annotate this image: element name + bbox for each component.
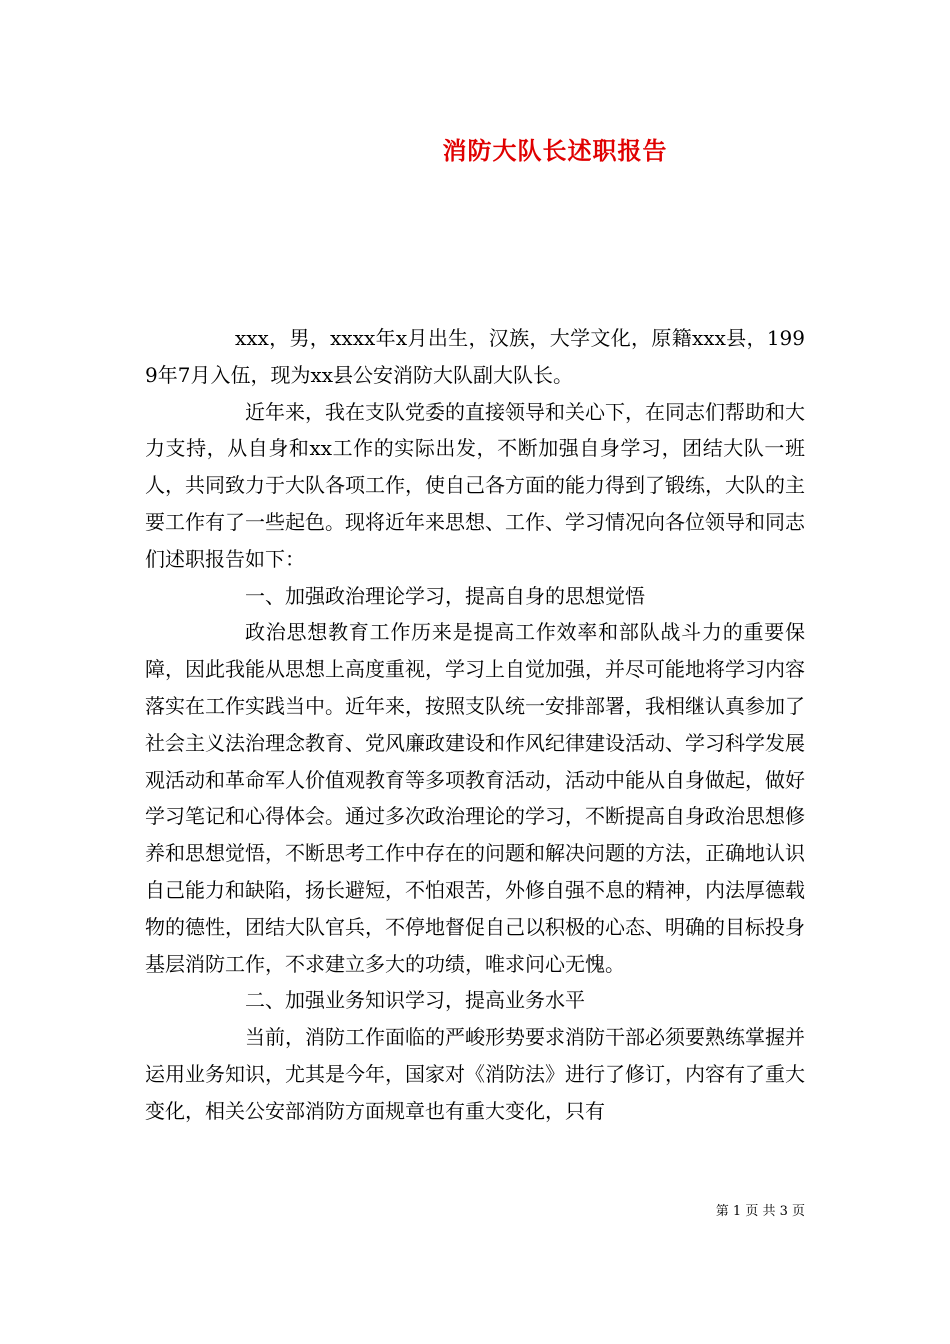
paragraph-intro: xxx，男，xxxx年x月出生，汉族，大学文化，原籍xxx县，1999年7月入伍，现为xx县公安消防大队副大队长。 <box>145 326 805 387</box>
document-body <box>145 320 805 1130</box>
section-heading-1: 一、加强政治理论学习，提高自身的思想觉悟 <box>245 583 645 608</box>
document-title: 消防大队长述职报告 <box>442 136 668 165</box>
paragraph-political-study: 政治思想教育工作历来是提高工作效率和部队战斗力的重要保障，因此我能从思想上高度重视，学习上自觉加强，并尽可能地将学习内容落实在工作实践当中。近年来，按照支队统一安排部署，我相继认真参加了社会主义法治理念教育、党风廉政建设和作风纪律建设活动、学习科学发展观活动和革命军人价值观教育等多项教育活动，活动中能从自身做起，做好学习笔记和心得体会。通过多次政治理论的学习，不断提高自身政治思想修养和思想觉悟，不断思考工作中存在的问题和解决问题的方法，正确地认识自己能力和缺陷，扬长避短，不怕艰苦，外修自强不息的精神，内法厚德载物的德性，团结大队官兵，不停地督促自己以积极的心态、明确的目标投身基层消防工作，不求建立多大的功绩，唯求问心无愧。 <box>145 620 805 976</box>
paragraph-overview: 近年来，我在支队党委的直接领导和关心下，在同志们帮助和大力支持，从自身和xx工作的实际出发，不断加强自身学习，团结大队一班人，共同致力于大队各项工作，使自己各方面的能力得到了锻练，大队的主要工作有了一些起色。现将近年来思想、工作、学习情况向各位领导和同志们述职报告如下： <box>145 399 805 571</box>
page-footer: 第 1 页 共 3 页 <box>715 1204 805 1219</box>
section-heading-2: 二、加强业务知识学习，提高业务水平 <box>245 988 585 1013</box>
paragraph-business-study: 当前，消防工作面临的严峻形势要求消防干部必须要熟练掌握并运用业务知识，尤其是今年，国家对《消防法》进行了修订，内容有了重大变化，相关公安部消防方面规章也有重大变化，只有 <box>145 1025 805 1123</box>
